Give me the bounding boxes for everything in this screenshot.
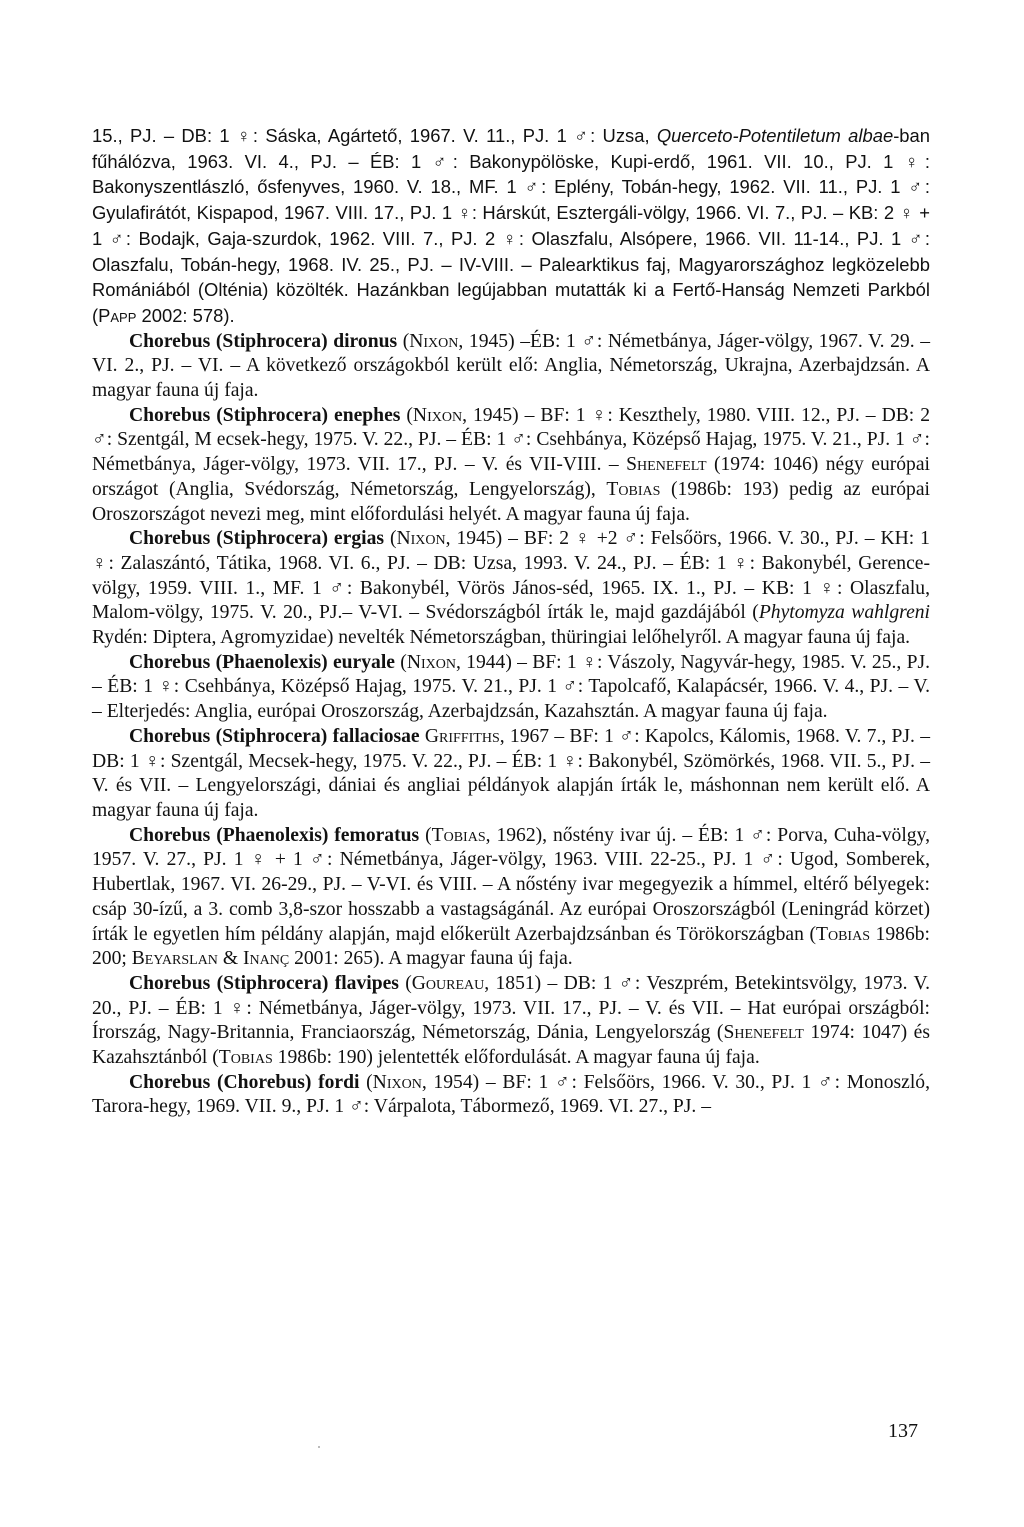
text-run: 1974: 1047) és Kazahsztánból (	[92, 1022, 930, 1069]
author-name: Tobias	[606, 478, 661, 500]
author-name: Beyarslan	[131, 948, 218, 970]
species-entry	[92, 1071, 930, 1120]
species-entry	[92, 404, 930, 528]
author-name: Inanç	[242, 948, 290, 970]
author-name: Tobias	[218, 1047, 273, 1069]
text-body	[92, 124, 930, 1120]
text-run: , 1954) – BF: 1 ♂: Felsőörs, 1966. V. 30., PJ. 1 ♂: Monoszló, Tarora-hegy, 1969. VII. 9., PJ. 1 ♂: Várpalota, Tábormező, 1969. VI. 27., PJ. –	[92, 1071, 930, 1118]
text-run: (	[419, 824, 432, 846]
text-run: (	[384, 528, 397, 550]
text-run: 1986b: 190) jelentették előfordulását. A magyar fauna új faja.	[272, 1047, 760, 1069]
author-name: Goureau	[411, 972, 485, 994]
text-run: (	[359, 1071, 373, 1093]
text-run: (	[397, 330, 410, 352]
scan-speck	[318, 1446, 320, 1448]
text-run: , 1945) – BF: 2 ♀ +2 ♂: Felsőörs, 1966. V. 30., PJ. – KH: 1 ♀: Zalaszántó, Tátika, 1968. VI. 6., PJ. – DB: Uzsa, 1993. V. 24., PJ. – ÉB: 1 ♀: Bakonybél, Gerence-völgy, 1959. VIII. 1., MF. 1 ♂: Bakonybél, Vörös János-séd, 1965. IX. 1., PJ. – KB: 1 ♀: Olaszfalu, Malom-völgy, 1975. V. 20., PJ.– V-VI. – Svédországból írták le, majd gazdájából (	[92, 528, 930, 624]
species-name: Chorebus (Stiphrocera) enephes	[129, 404, 401, 426]
species-entry	[92, 824, 930, 972]
italic-term: Phytomyza wahlgreni	[758, 602, 931, 624]
species-name: Chorebus (Stiphrocera) ergias	[129, 528, 384, 550]
species-entry	[92, 651, 930, 725]
text-run: , 1945) – BF: 1 ♀: Keszthely, 1980. VIII. 12., PJ. – DB: 2 ♂: Szentgál, M ecsek-hegy, 1975. V. 22., PJ. – ÉB: 1 ♂: Csehbánya, Középső Hajag, 1975. V. 21., PJ. 1 ♂: Németbánya, Jáger-völgy, 1973. VII. 17., PJ. – V. és VII-VIII. –	[92, 404, 930, 476]
species-entry	[92, 972, 930, 1071]
species-name: Chorebus (Chorebus) fordi	[129, 1071, 360, 1093]
species-name: Chorebus (Stiphrocera) fallaciosae	[129, 725, 420, 747]
author-name: Nixon	[409, 330, 459, 352]
text-run: 2001: 265). A magyar fauna új faja.	[289, 948, 573, 970]
author-name: Nixon	[406, 651, 456, 673]
text-run: 15., PJ. – DB: 1 ♀: Sáska, Agártető, 1967. V. 11., PJ. 1 ♂: Uzsa,	[92, 125, 657, 146]
text-run: (1974: 1046) négy európai országot (Anglia, Svédország, Németország, Lengyelország),	[92, 454, 930, 500]
author-name: Griffiths	[424, 725, 500, 747]
text-run: (	[395, 651, 407, 673]
author-name: Papp	[98, 304, 137, 326]
author-name: Nixon	[412, 404, 463, 426]
species-name: Chorebus (Stiphrocera) flavipes	[129, 972, 399, 994]
species-name: Chorebus (Stiphrocera) dironus	[129, 330, 398, 352]
author-name: Nixon	[372, 1071, 422, 1093]
continuation-paragraph	[92, 124, 930, 330]
text-run: , 1967 – BF: 1 ♂: Kapolcs, Kálomis, 1968. V. 7., PJ. – DB: 1 ♀: Szentgál, Mecsek-hegy, 1975. V. 22., PJ. – ÉB: 1 ♀: Bakonybél, Szömörkés, 1968. VII. 5., PJ. – V. és VII. – Lengyelországi, dániai és angliai példányok alapján írták le, máshonnan nem került elő. A magyar fauna új faja.	[92, 725, 930, 821]
text-run: 1986b: 200;	[92, 923, 930, 970]
text-run: &	[217, 948, 243, 970]
author-name: Tobias	[816, 923, 870, 945]
document-page	[92, 124, 930, 1120]
species-entry	[92, 725, 930, 824]
species-name: Chorebus (Phaenolexis) femoratus	[129, 824, 420, 846]
text-run: (	[400, 404, 413, 426]
italic-term: Querceto-Potentiletum albae	[656, 125, 894, 146]
text-run: Rydén: Diptera, Agromyzidae) nevelték Németországban, thüringiai lelőhelyről. A magyar fauna új faja.	[92, 627, 911, 649]
text-run: (	[398, 972, 412, 994]
author-name: Tobias	[431, 824, 486, 846]
author-name: Shenefelt	[626, 454, 707, 476]
text-run: , 1944) – BF: 1 ♀: Vászoly, Nagyvár-hegy, 1985. V. 25., PJ. – ÉB: 1 ♀: Csehbánya, Középső Hajag, 1975. V. 21., PJ. 1 ♂: Tapolcafő, Kalapácsér, 1966. V. 4., PJ. – V. – Elterjedés: Anglia, európai Oroszország, Azerbajdzsán, Kazahsztán. A magyar fauna új faja.	[92, 651, 931, 723]
species-entry	[92, 527, 930, 651]
text-run: -ban fűhálózva, 1963. VI. 4., PJ. – ÉB: 1 ♂: Bakonypölöske, Kupi-erdő, 1961. VII. 10., PJ. 1 ♀: Bakonyszentlászló, ősfenyves, 1960. V. 18., MF. 1 ♂: Eplény, Tobán-hegy, 1962. VII. 11., PJ. 1 ♂: Gyulafirátót, Kispapod, 1967. VIII. 17., PJ. 1 ♀: Hárskút, Esztergáli-völgy, 1966. VI. 7., PJ. – KB: 2 ♀ + 1 ♂: Bodajk, Gaja-szurdok, 1962. VIII. 7., PJ. 2 ♀: Olaszfalu, Alsópere, 1966. VII. 11-14., PJ. 1 ♂: Olaszfalu, Tobán-hegy, 1968. IV. 25., PJ. – IV-VIII. – Palearktikus faj, Magyarországhoz legközelebb Romániából (Olténia) közölték. Hazánkban legújabban mutatták ki a Fertő-Hanság Nemzeti Parkból (	[92, 125, 930, 326]
text-run: , 1962), nőstény ivar új. – ÉB: 1 ♂: Porva, Cuha-völgy, 1957. V. 27., PJ. 1 ♀ + 1 ♂: Németbánya, Jáger-völgy, 1963. VIII. 22-25., PJ. 1 ♂: Ugod, Somberek, Hubertlak, 1967. VI. 26-29., PJ. – V-VI. és VIII. – A nőstény ivar megegyezik a hímmel, eltérő bélyegek: csáp 30-ízű, a 3. comb 3,8-szor hosszabb a vastagságánál. Az európai Oroszországból (Leningrád körzet) írták le egyetlen hím példány alapján, majd előkerült Azerbajdzsánban és Törökországban (	[92, 824, 930, 945]
species-name: Chorebus (Phaenolexis) euryale	[129, 651, 395, 673]
author-name: Nixon	[396, 528, 446, 550]
species-entry	[92, 330, 930, 404]
text-run: , 1945) –ÉB: 1 ♂: Németbánya, Jáger-völgy, 1967. V. 29. – VI. 2., PJ. – VI. – A következő országokból került elő: Anglia, Németország, Ukrajna, Azerbajdzsán. A magyar fauna új faja.	[92, 330, 930, 402]
page-number: 137	[888, 1420, 918, 1442]
text-run: , 1851) – DB: 1 ♂: Veszprém, Betekintsvölgy, 1973. V. 20., PJ. – ÉB: 1 ♀: Németbánya, Jáger-völgy, 1973. VII. 17., PJ. – V. és VII. – Hat európai országból: Írország, Nagy-Britannia, Franciaország, Németország, Dánia, Lengyelország (	[92, 972, 930, 1044]
author-name: Shenefelt	[723, 1022, 804, 1044]
text-run: (1986b: 193) pedig az európai Oroszországot nevezi meg, mint előfordulási helyét. A magyar fauna új faja.	[92, 478, 930, 525]
text-run: 2002: 578).	[136, 304, 235, 326]
